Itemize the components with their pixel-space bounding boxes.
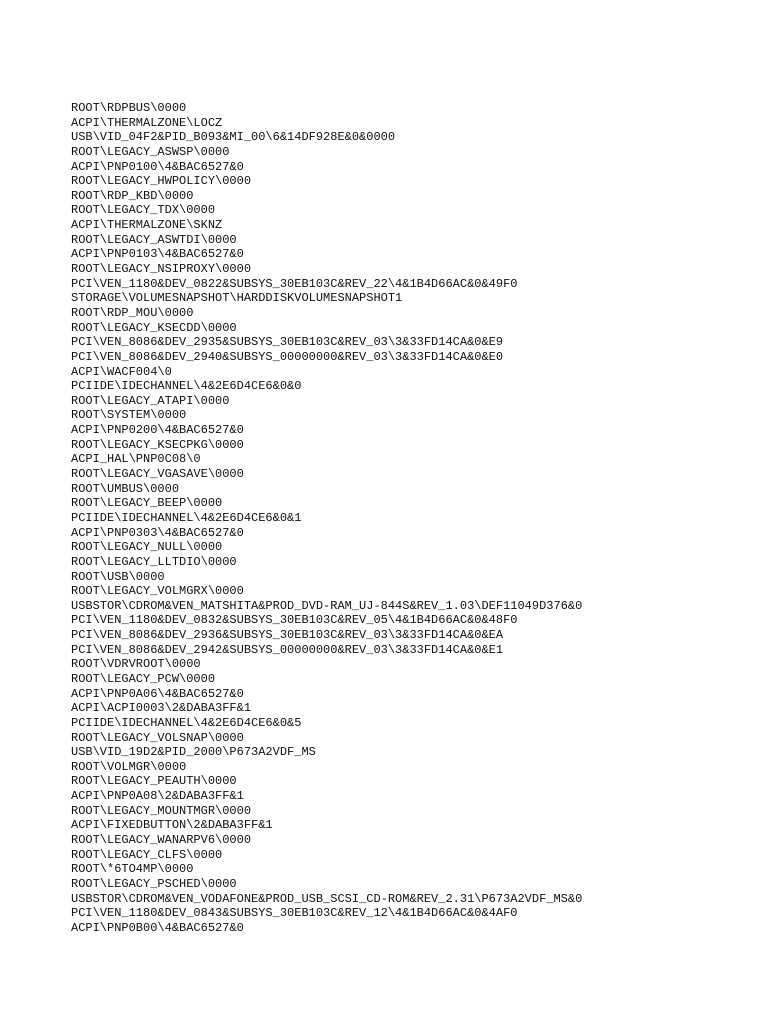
- device-id-line: ROOT\LEGACY_KSECPKG\0000: [71, 437, 244, 452]
- device-id-line: ACPI\PNP0A08\2&DABA3FF&1: [71, 789, 244, 804]
- device-id-line: ACPI\THERMALZONE\LOCZ: [71, 115, 223, 130]
- device-id-line: ACPI\ACPI0003\2&DABA3FF&1: [71, 701, 252, 716]
- device-id-line: ROOT\LEGACY_BEEP\0000: [71, 496, 223, 511]
- device-id-line: PCIIDE\IDECHANNEL\4&2E6D4CE6&0&1: [71, 510, 302, 525]
- device-id-line: PCIIDE\IDECHANNEL\4&2E6D4CE6&0&0: [71, 379, 302, 394]
- device-id-line: ROOT\LEGACY_KSECDD\0000: [71, 320, 237, 335]
- device-id-line: ROOT\RDPBUS\0000: [71, 101, 187, 115]
- device-id-line: USB\VID_04F2&PID_B093&MI_00\6&14DF928E&0&0000: [71, 130, 396, 145]
- device-id-line: ROOT\SYSTEM\0000: [71, 408, 187, 423]
- device-id-line: PCI\VEN_8086&DEV_2935&SUBSYS_30EB103C&REV_03\3&33FD14CA&0&E9: [71, 335, 504, 350]
- device-id-line: ACPI\THERMALZONE\SKNZ: [71, 218, 223, 233]
- device-id-line: ROOT\LEGACY_TDX\0000: [71, 203, 216, 218]
- device-id-line: ROOT\LEGACY_HWPOLICY\0000: [71, 174, 252, 189]
- device-id-line: PCIIDE\IDECHANNEL\4&2E6D4CE6&0&5: [71, 715, 302, 730]
- device-id-line: ROOT\VOLMGR\0000: [71, 759, 187, 774]
- device-id-line: ROOT\*6TO4MP\0000: [71, 862, 194, 877]
- device-id-line: ROOT\LEGACY_PSCHED\0000: [71, 876, 237, 891]
- device-id-line: USBSTOR\CDROM&VEN_VODAFONE&PROD_USB_SCSI_CD-ROM&REV_2.31\P673A2VDF_MS&0: [71, 891, 583, 906]
- device-id-line: ROOT\LEGACY_PCW\0000: [71, 671, 216, 686]
- device-id-line: ROOT\LEGACY_PEAUTH\0000: [71, 774, 237, 789]
- device-id-line: ACPI\WACF004\0: [71, 364, 172, 379]
- device-id-line: ROOT\LEGACY_LLTDIO\0000: [71, 554, 237, 569]
- device-id-line: ROOT\LEGACY_VOLMGRX\0000: [71, 584, 244, 599]
- device-id-line: ROOT\VDRVROOT\0000: [71, 657, 201, 672]
- device-id-line: PCI\VEN_8086&DEV_2942&SUBSYS_00000000&REV_03\3&33FD14CA&0&E1: [71, 642, 504, 657]
- device-id-line: ACPI\PNP0200\4&BAC6527&0: [71, 423, 244, 438]
- device-id-line: ACPI_HAL\PNP0C08\0: [71, 452, 201, 467]
- device-id-line: ACPI\PNP0100\4&BAC6527&0: [71, 159, 244, 174]
- device-id-line: ACPI\PNP0A06\4&BAC6527&0: [71, 686, 244, 701]
- device-id-line: ACPI\PNP0103\4&BAC6527&0: [71, 247, 244, 262]
- device-id-line: ROOT\LEGACY_CLFS\0000: [71, 847, 223, 862]
- device-id-line: PCI\VEN_8086&DEV_2940&SUBSYS_00000000&REV_03\3&33FD14CA&0&E0: [71, 349, 504, 364]
- device-id-line: ROOT\USB\0000: [71, 569, 165, 584]
- device-id-line: PCI\VEN_1180&DEV_0822&SUBSYS_30EB103C&REV_22\4&1B4D66AC&0&49F0: [71, 276, 518, 291]
- device-id-line: ROOT\LEGACY_ASWTDI\0000: [71, 232, 237, 247]
- device-id-line: ACPI\PNP0B00\4&BAC6527&0: [71, 920, 244, 935]
- device-id-line: PCI\VEN_8086&DEV_2936&SUBSYS_30EB103C&REV_03\3&33FD14CA&0&EA: [71, 628, 504, 643]
- device-id-line: ROOT\UMBUS\0000: [71, 481, 180, 496]
- device-id-line: USBSTOR\CDROM&VEN_MATSHITA&PROD_DVD-RAM_UJ-844S&REV_1.03\DEF11049D376&0: [71, 598, 583, 613]
- device-id-line: ACPI\PNP0303\4&BAC6527&0: [71, 525, 244, 540]
- device-id-list: [71, 101, 582, 936]
- device-id-line: ROOT\LEGACY_VOLSNAP\0000: [71, 730, 244, 745]
- device-id-line: PCI\VEN_1180&DEV_0832&SUBSYS_30EB103C&REV_05\4&1B4D66AC&0&48F0: [71, 613, 518, 628]
- device-id-line: ROOT\LEGACY_VGASAVE\0000: [71, 467, 244, 482]
- device-id-line: ROOT\RDP_KBD\0000: [71, 188, 194, 203]
- device-id-line: ROOT\LEGACY_WANARPV6\0000: [71, 833, 252, 848]
- device-id-line: ROOT\LEGACY_ASWSP\0000: [71, 144, 230, 159]
- device-id-line: ROOT\LEGACY_NULL\0000: [71, 540, 223, 555]
- device-id-line: ROOT\RDP_MOU\0000: [71, 305, 194, 320]
- device-id-line: ROOT\LEGACY_ATAPI\0000: [71, 393, 230, 408]
- device-id-line: PCI\VEN_1180&DEV_0843&SUBSYS_30EB103C&REV_12\4&1B4D66AC&0&4AF0: [71, 906, 518, 921]
- device-id-line: USB\VID_19D2&PID_2000\P673A2VDF_MS: [71, 745, 316, 760]
- device-id-line: ROOT\LEGACY_MOUNTMGR\0000: [71, 803, 252, 818]
- device-id-line: ROOT\LEGACY_NSIPROXY\0000: [71, 262, 252, 277]
- device-id-line: ACPI\FIXEDBUTTON\2&DABA3FF&1: [71, 818, 273, 833]
- device-id-line: STORAGE\VOLUMESNAPSHOT\HARDDISKVOLUMESNAPSHOT1: [71, 291, 403, 306]
